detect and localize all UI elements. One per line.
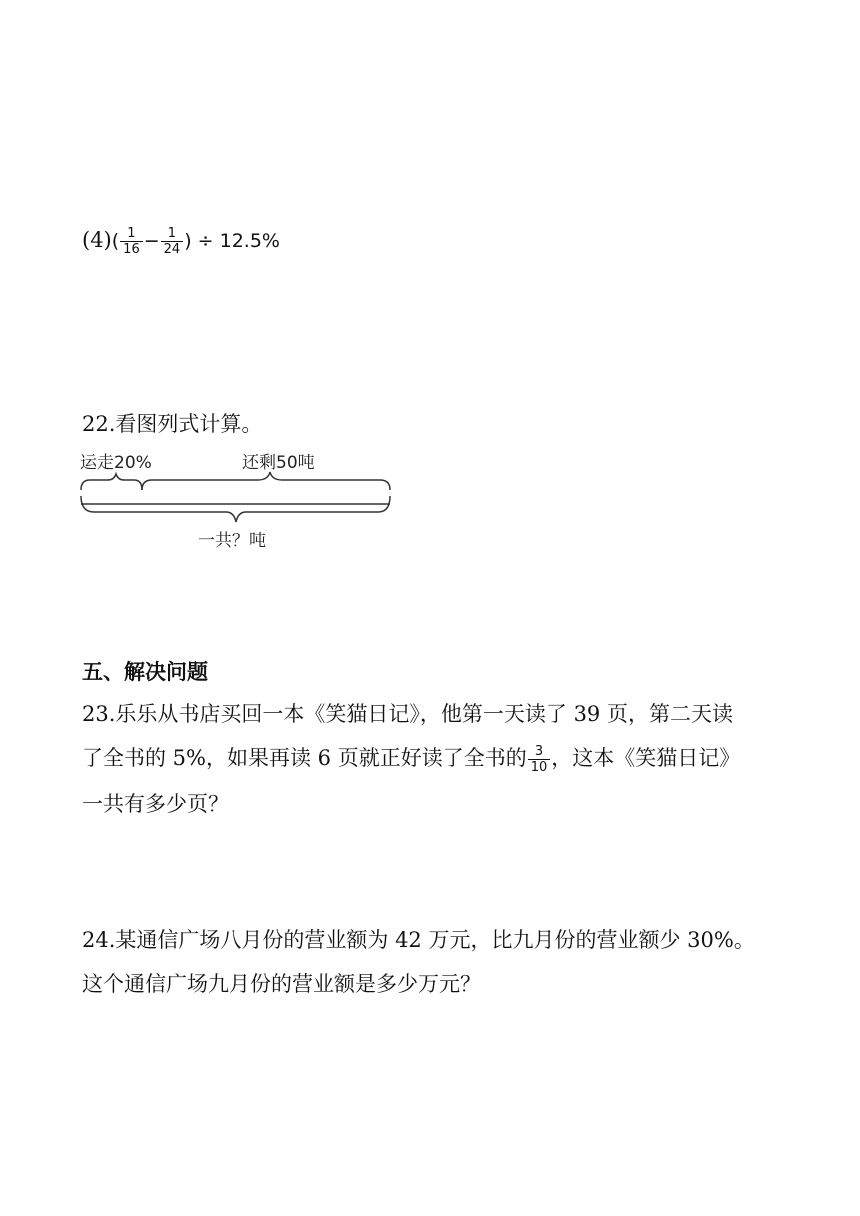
fraction-1-24 (161, 226, 184, 257)
q23-line-2-post: ，这本《笑猫日记》 (551, 746, 741, 770)
fraction-numerator: 1 (161, 226, 184, 242)
q23-line-3: 一共有多少页？ (82, 792, 229, 816)
open-paren: ( (111, 230, 120, 252)
q21-item-label: (4) (82, 228, 112, 252)
q23-line-1: 23.乐乐从书店买回一本《笑猫日记》，他第一天读了 39 页，第二天读 (82, 702, 733, 726)
brace-remaining (142, 472, 390, 490)
fraction-denominator: 24 (163, 242, 181, 257)
diagram-label-moved: 运走20% (80, 453, 152, 473)
q21-item-4 (82, 226, 280, 257)
fraction-numerator: 1 (120, 226, 143, 242)
diagram-label-total: 一共？吨 (198, 531, 266, 551)
minus-sign: − (143, 230, 160, 252)
diagram-label-remaining: 还剩50吨 (242, 453, 315, 473)
fraction-3-10 (528, 744, 551, 775)
fraction-denominator: 10 (530, 760, 548, 775)
fraction-1-16 (120, 226, 143, 257)
q23-line-2 (82, 744, 740, 775)
expression-tail: ) ÷ 12.5% (184, 230, 280, 252)
brace-total (81, 496, 390, 522)
fraction-denominator: 16 (123, 242, 140, 257)
brace-moved (81, 474, 142, 490)
q22-title: 22.看图列式计算。 (82, 412, 263, 436)
section-heading: 五、解决问题 (82, 660, 208, 684)
q23-line-2-pre: 了全书的 5%，如果再读 6 页就正好读了全书的 (82, 746, 527, 770)
q24-line-1: 24.某通信广场八月份的营业额为 42 万元，比九月份的营业额少 30%。 (82, 928, 755, 952)
fraction-numerator: 3 (528, 744, 551, 760)
q24-line-2: 这个通信广场九月份的营业额是多少万元？ (82, 972, 481, 996)
q22-diagram (78, 446, 398, 556)
